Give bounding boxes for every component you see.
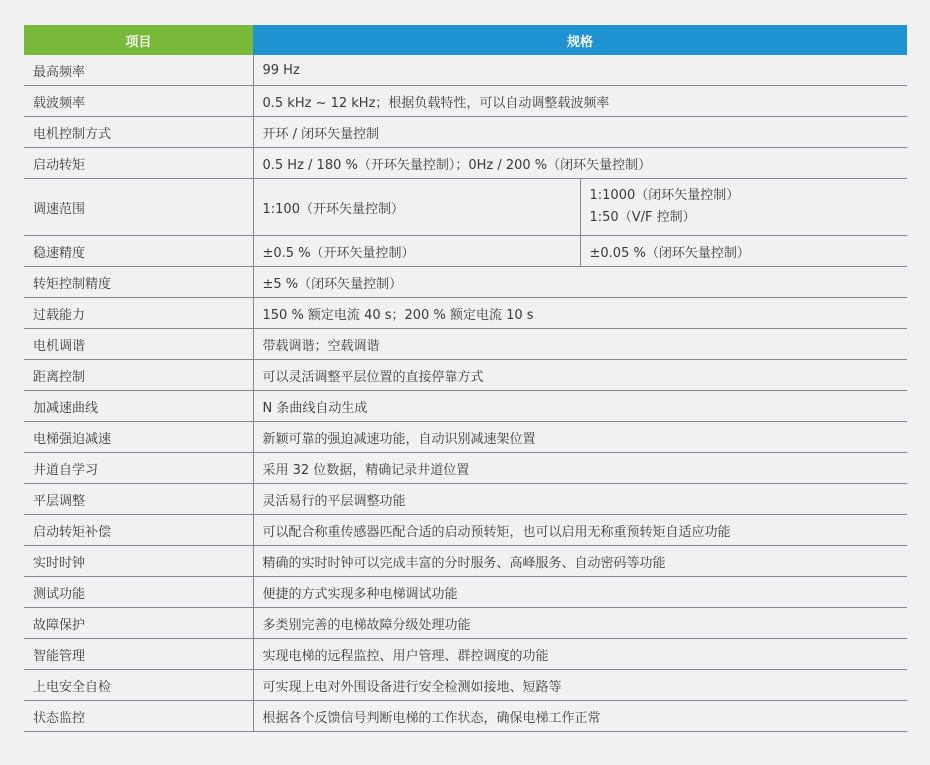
row-name: 智能管理: [24, 639, 253, 670]
table-row: [24, 515, 907, 546]
table-row: [24, 117, 907, 148]
row-value: N 条曲线自动生成: [253, 391, 907, 422]
table-row: [24, 236, 907, 267]
row-value-right-line: 1:1000（闭环矢量控制）: [589, 188, 740, 203]
row-value-left: ±0.5 %（开环矢量控制）: [253, 236, 580, 267]
row-value: 可实现上电对外围设备进行安全检测如接地、短路等: [253, 670, 907, 701]
row-name: 平层调整: [24, 484, 253, 515]
row-name: 实时时钟: [24, 546, 253, 577]
table-row: [24, 484, 907, 515]
row-value: ±5 %（闭环矢量控制）: [253, 267, 907, 298]
table-row: [24, 670, 907, 701]
row-value: 多类别完善的电梯故障分级处理功能: [253, 608, 907, 639]
table-row: [24, 701, 907, 732]
row-name: 最高频率: [24, 55, 253, 86]
row-name: 调速范围: [24, 179, 253, 236]
table-row: [24, 422, 907, 453]
row-name: 电机控制方式: [24, 117, 253, 148]
table-row: [24, 453, 907, 484]
row-name: 加减速曲线: [24, 391, 253, 422]
table-row: [24, 329, 907, 360]
table-row: [24, 148, 907, 179]
row-value: 实现电梯的远程监控、用户管理、群控调度的功能: [253, 639, 907, 670]
table-row: [24, 639, 907, 670]
row-value: 开环 / 闭环矢量控制: [253, 117, 907, 148]
row-value: 精确的实时时钟可以完成丰富的分时服务、高峰服务、自动密码等功能: [253, 546, 907, 577]
row-name: 过载能力: [24, 298, 253, 329]
row-value: 0.5 Hz / 180 %（开环矢量控制）；0Hz / 200 %（闭环矢量控制）: [253, 148, 907, 179]
row-name: 转矩控制精度: [24, 267, 253, 298]
spec-table-container: [24, 25, 907, 732]
row-value-left: 1:100（开环矢量控制）: [253, 179, 580, 236]
row-value-right: ±0.05 %（闭环矢量控制）: [580, 236, 907, 267]
row-name: 故障保护: [24, 608, 253, 639]
row-name: 电梯强迫减速: [24, 422, 253, 453]
row-name: 井道自学习: [24, 453, 253, 484]
row-name: 启动转矩补偿: [24, 515, 253, 546]
row-value: 便捷的方式实现多种电梯调试功能: [253, 577, 907, 608]
row-name: 稳速精度: [24, 236, 253, 267]
table-row: [24, 86, 907, 117]
row-value-right-line: 1:50（V/F 控制）: [589, 210, 696, 225]
row-value: 可以灵活调整平层位置的直接停靠方式: [253, 360, 907, 391]
table-row: [24, 55, 907, 86]
header-item: 项目: [24, 25, 253, 55]
row-name: 测试功能: [24, 577, 253, 608]
table-row: [24, 546, 907, 577]
row-value: 可以配合称重传感器匹配合适的启动预转矩，也可以启用无称重预转矩自适应功能: [253, 515, 907, 546]
row-value: 根据各个反馈信号判断电梯的工作状态，确保电梯工作正常: [253, 701, 907, 732]
table-row: [24, 298, 907, 329]
header-spec: 规格: [253, 25, 907, 55]
row-name: 启动转矩: [24, 148, 253, 179]
row-value: 99 Hz: [253, 55, 907, 86]
row-value: 150 % 额定电流 40 s；200 % 额定电流 10 s: [253, 298, 907, 329]
row-value-right: [580, 179, 907, 236]
row-name: 距离控制: [24, 360, 253, 391]
spec-table: [24, 25, 907, 732]
row-name: 状态监控: [24, 701, 253, 732]
table-row: [24, 360, 907, 391]
row-name: 上电安全自检: [24, 670, 253, 701]
table-row: [24, 267, 907, 298]
table-row: [24, 577, 907, 608]
table-row: [24, 391, 907, 422]
table-row: [24, 608, 907, 639]
row-value: 0.5 kHz ~ 12 kHz；根据负载特性，可以自动调整载波频率: [253, 86, 907, 117]
row-name: 载波频率: [24, 86, 253, 117]
row-value: 采用 32 位数据，精确记录井道位置: [253, 453, 907, 484]
table-header-row: [24, 25, 907, 55]
row-name: 电机调谐: [24, 329, 253, 360]
row-value: 新颖可靠的强迫减速功能，自动识别减速架位置: [253, 422, 907, 453]
row-value: 带载调谐；空载调谐: [253, 329, 907, 360]
table-row: [24, 179, 907, 236]
row-value: 灵活易行的平层调整功能: [253, 484, 907, 515]
